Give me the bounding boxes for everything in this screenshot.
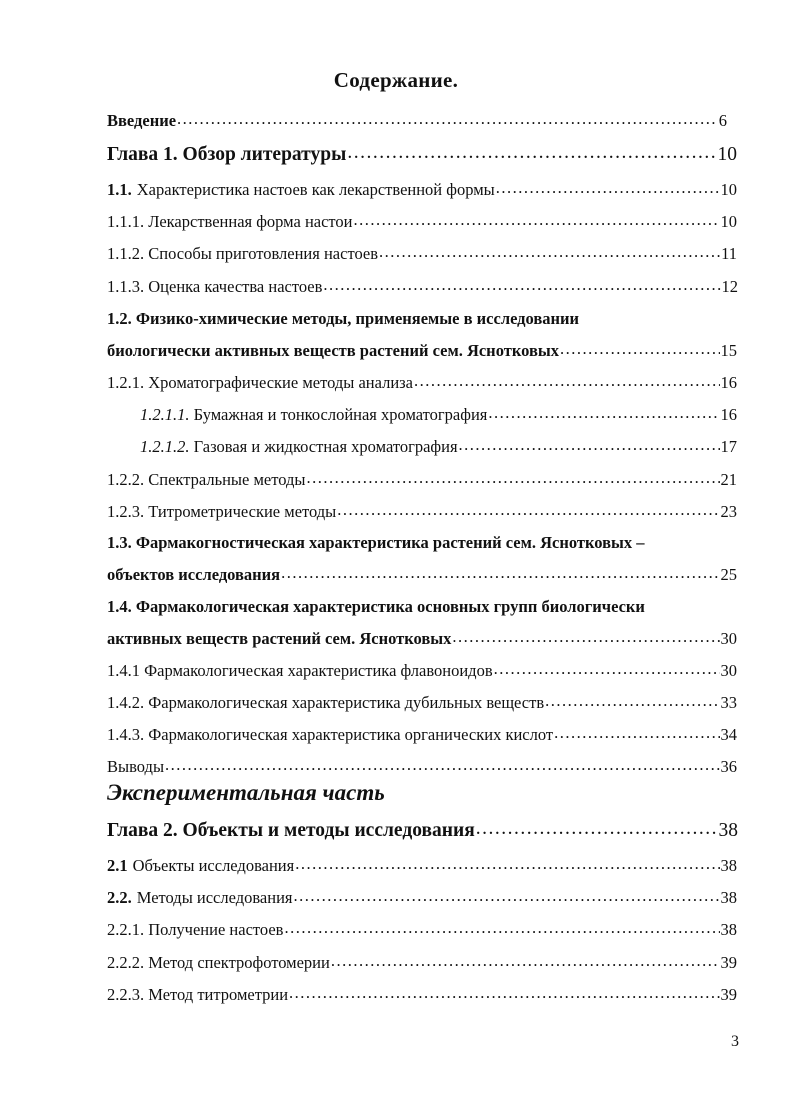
toc-entry-1-2-line1: 1.2. Физико-химические методы, применяемые в исследовании — [107, 309, 580, 328]
toc-entry-2-2: 2.2. Методы исследования ..... 38 — [107, 887, 737, 909]
toc-entry-introduction: Введение ..... 6 — [107, 110, 727, 132]
page-title: Содержание. — [333, 68, 459, 92]
toc-entry-1-1-2: 1.1.2. Способы приготовления настоев ..... 11 — [107, 243, 737, 265]
toc-entry-1-3: объектов исследования ..... 25 — [107, 564, 737, 586]
toc-entry-chapter-2: Глава 2. Объекты и методы исследования ..... 38 — [107, 820, 738, 842]
toc-entry-2-2-1: 2.2.1. Получение настоев ..... 38 — [107, 919, 737, 941]
toc-entry-1-4-2: 1.4.2. Фармакологическая характеристика дубильных веществ ..... 33 — [107, 692, 737, 714]
toc-entry-1-1-1: 1.1.1. Лекарственная форма настои ..... 10 — [107, 211, 737, 233]
section-experimental-heading: Экспериментальная часть — [107, 780, 385, 805]
toc-entry-1-2-1-2: 1.2.1.2. Газовая и жидкостная хроматография ..... 17 — [140, 436, 737, 458]
toc-entry-1-4-3: 1.4.3. Фармакологическая характеристика органических кислот ..... 34 — [107, 724, 737, 746]
toc-entry-1-2-1: 1.2.1. Хроматографические методы анализа ..... 16 — [107, 372, 737, 394]
toc-entry-1-2-1-1: 1.2.1.1. Бумажная и тонкослойная хроматография ..... 16 — [140, 404, 737, 426]
toc-entry-1-2-2: 1.2.2. Спектральные методы ..... 21 — [107, 469, 737, 491]
toc-entry-1-2-3: 1.2.3. Титрометрические методы ..... 23 — [107, 501, 737, 523]
toc-entry-chapter-1: Глава 1. Обзор литературы ..... 10 — [107, 144, 737, 166]
toc-entry-1-2: биологически активных веществ растений сем. Яснотковых ..... 15 — [107, 340, 737, 362]
toc-entry-2-1: 2.1 Объекты исследования ..... 38 — [107, 855, 737, 877]
toc-entry-conclusions: Выводы ..... 36 — [107, 756, 737, 778]
toc-entry-1-3-line1: 1.3. Фармакогностическая характеристика растений сем. Яснотковых – — [107, 533, 645, 552]
page-number: 3 — [731, 1033, 739, 1050]
toc-entry-1-4: активных веществ растений сем. Яснотковых ..... 30 — [107, 628, 737, 650]
toc-entry-2-2-3: 2.2.3. Метод титрометрии ..... 39 — [107, 984, 737, 1006]
toc-entry-2-2-2: 2.2.2. Метод спектрофотомерии ..... 39 — [107, 952, 737, 974]
toc-entry-1-4-line1: 1.4. Фармакологическая характеристика основных групп биологически — [107, 597, 645, 616]
toc-entry-1-1-3: 1.1.3. Оценка качества настоев ..... 12 — [107, 276, 738, 298]
toc-entry-1-4-1: 1.4.1 Фармакологическая характеристика флавоноидов ..... 30 — [107, 660, 737, 682]
toc-entry-1-1: 1.1. Характеристика настоев как лекарственной формы ..... 10 — [107, 179, 737, 201]
